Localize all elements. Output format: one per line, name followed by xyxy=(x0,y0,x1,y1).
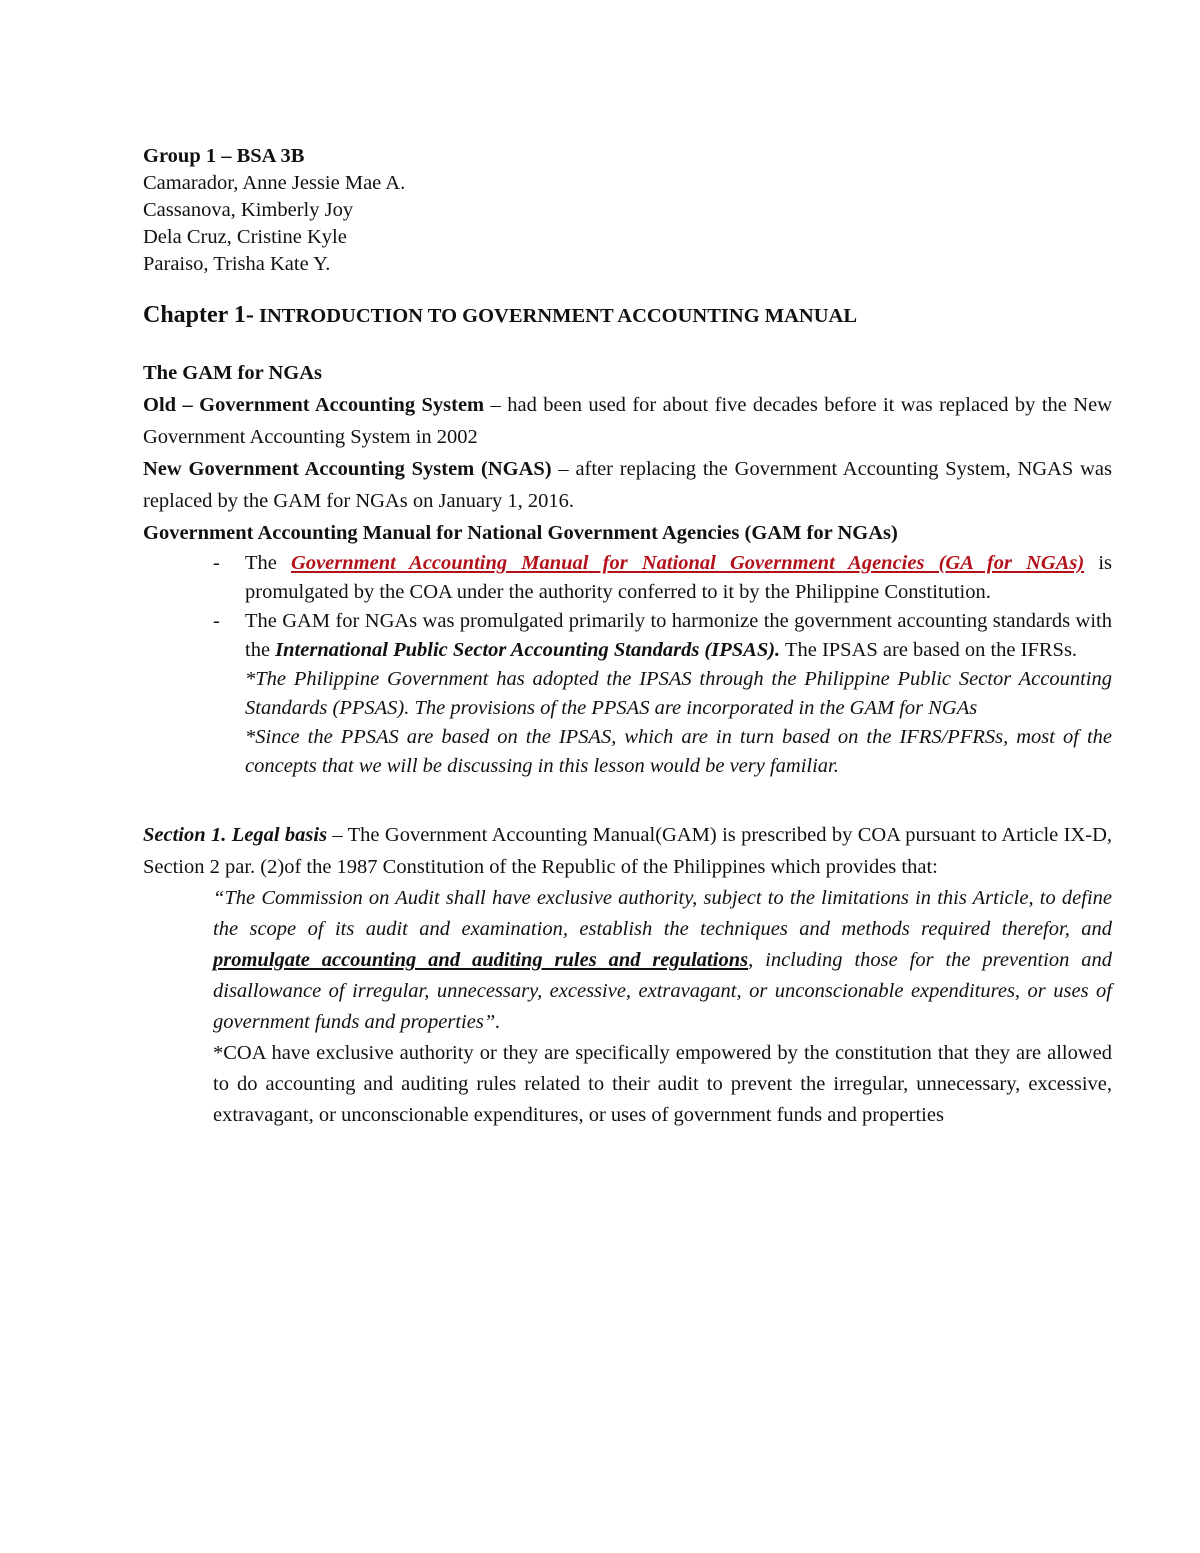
quote-text: , including those for the prevention and disallowance of irregular, unnecessary, excessive, extravagant, or unconscionable expenditures, or uses of government funds and properties”. xyxy=(213,949,1112,1033)
gam-heading: The GAM for NGAs xyxy=(143,362,322,384)
bullet-text: The GAM for NGAs was promulgated primarily to harmonize the government accounting standards with the xyxy=(245,610,1112,661)
chapter-heading: INTRODUCTION TO GOVERNMENT ACCOUNTING MANUAL xyxy=(253,305,857,327)
quote-emphasis: promulgate accounting and auditing rules and regulations xyxy=(213,949,749,971)
dash-bullet-icon: - xyxy=(213,610,220,632)
bullet-text: is promulgated by the COA under the authority conferred to it by the Philippine Constitution. xyxy=(245,552,1112,603)
constitution-quote xyxy=(143,883,1112,1038)
dash-bullet-icon: - xyxy=(213,552,220,574)
bullet-text: The xyxy=(245,552,292,574)
bullet-emphasis: International Public Sector Accounting Standards (IPSAS). xyxy=(275,639,781,661)
section-1-text: – The Government Accounting Manual(GAM) is prescribed by COA pursuant to Article IX-D, Section 2 par. (2)of the 1987 Constitution of the Republic of the Philippines which provides that: xyxy=(143,824,1112,878)
member-name: Paraiso, Trisha Kate Y. xyxy=(143,253,331,275)
section-1-label: Section 1. Legal basis xyxy=(143,824,328,846)
member-name: Dela Cruz, Cristine Kyle xyxy=(143,226,347,248)
old-gas-text: – had been used for about five decades before it was replaced by the New Government Accounting System in 2002 xyxy=(143,394,1113,448)
ngas-term: New Government Accounting System (NGAS) xyxy=(143,458,552,480)
ngas-text: – after replacing the Government Accounting System, NGAS was replaced by the GAM for NGAs on January 1, 2016. xyxy=(143,458,1112,512)
member-name: Camarador, Anne Jessie Mae A. xyxy=(143,172,406,194)
group-title: Group 1 – BSA 3B xyxy=(143,145,305,167)
group-block xyxy=(143,143,1112,278)
gam-bullet-list xyxy=(143,549,1112,665)
gam-manual-heading: Government Accounting Manual for National Government Agencies (GAM for NGAs) xyxy=(143,522,898,544)
bullet-emphasis: Government Accounting Manual for National Government Agencies (GA for NGAs) xyxy=(291,552,1085,574)
gam-section xyxy=(143,357,1112,549)
old-gas-paragraph xyxy=(143,389,1112,453)
section-1 xyxy=(143,819,1112,1131)
ppsas-note: *The Philippine Government has adopted the IPSAS through the Philippine Public Sector Accounting Standards (PPSAS). The provisions of the PPSAS are incorporated in the GAM for NGAs xyxy=(245,668,1112,719)
chapter-title xyxy=(143,300,1112,331)
old-gas-term: Old – Government Accounting System xyxy=(143,394,485,416)
ngas-paragraph xyxy=(143,453,1112,517)
section-1-paragraph xyxy=(143,819,1112,883)
coa-note: *COA have exclusive authority or they are specifically empowered by the constitution that they are allowed to do accounting and auditing rules related to their audit to prevent the irregular, unnecessary, excessive, extravagant, or unconscionable expenditures, or uses of government funds and properties xyxy=(213,1042,1112,1126)
list-item xyxy=(143,607,1112,665)
quote-text: “The Commission on Audit shall have exclusive authority, subject to the limitations in this Article, to define the scope of its audit and examination, establish the techniques and methods required therefor, and xyxy=(213,887,1112,940)
member-name: Cassanova, Kimberly Joy xyxy=(143,199,354,221)
list-item xyxy=(143,549,1112,607)
bullet-text: The IPSAS are based on the IFRSs. xyxy=(780,639,1078,661)
chapter-prefix: Chapter 1- xyxy=(143,302,254,328)
ipsas-note: *Since the PPSAS are based on the IPSAS, which are in turn based on the IFRS/PFRSs, most of the concepts that we will be discussing in this lesson would be very familiar. xyxy=(245,726,1112,777)
